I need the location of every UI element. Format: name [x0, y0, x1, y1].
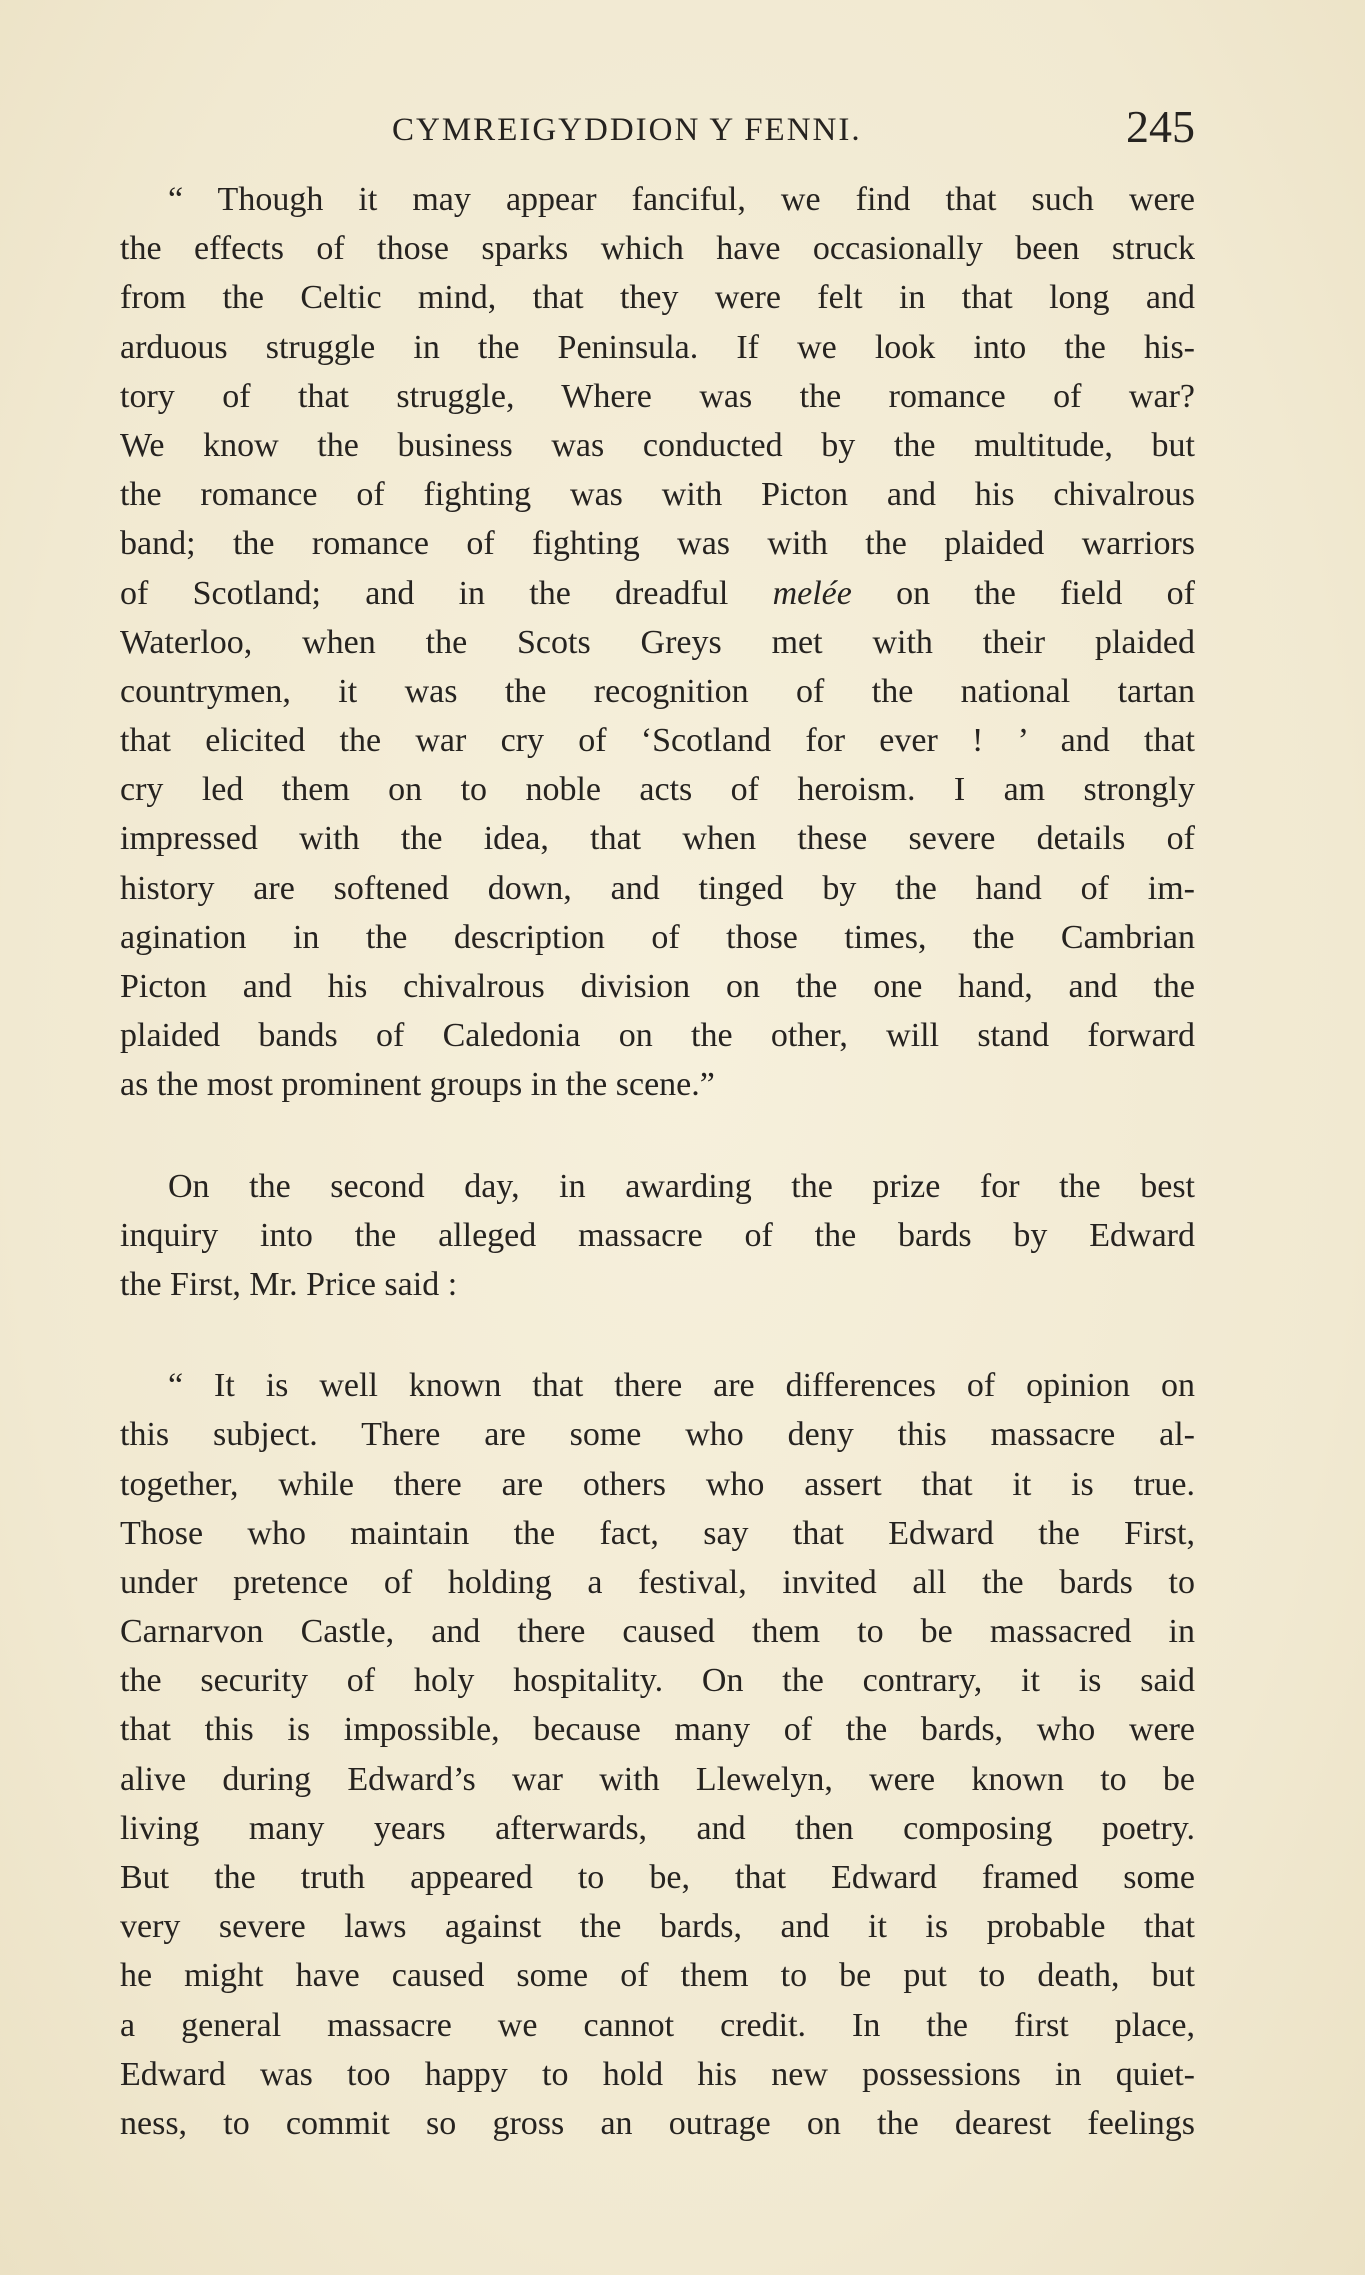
text-line: We know the business was conducted by the multitude, but [120, 426, 1195, 464]
text-line: very severe laws against the bards, and it is probable that [120, 1908, 1195, 1946]
paragraph-second-day [120, 1162, 1195, 1310]
text-line: this subject. There are some who deny this massacre al- [120, 1416, 1195, 1454]
running-head: CYMREIGYDDION Y FENNI. [392, 112, 862, 148]
text-line: the effects of those sparks which have occasionally been struck [120, 230, 1195, 268]
text-line: Edward was too happy to hold his new possessions in quiet- [120, 2055, 1195, 2093]
text-line: band; the romance of fighting was with the plaided warriors [120, 525, 1195, 563]
paragraph-gap [120, 1309, 1195, 1361]
text-line: On the second day, in awarding the prize for the best [168, 1167, 1195, 1205]
text-line: together, while there are others who assert that it is true. [120, 1465, 1195, 1503]
text-line: arduous struggle in the Peninsula. If we look into the his- [120, 328, 1195, 366]
text-line: countrymen, it was the recognition of the national tartan [120, 672, 1195, 710]
text-line: Waterloo, when the Scots Greys met with their plaided [120, 623, 1195, 661]
text-line: inquiry into the alleged massacre of the bards by Edward [120, 1216, 1195, 1254]
text-line: from the Celtic mind, that they were felt in that long and [120, 279, 1195, 317]
text-line: But the truth appeared to be, that Edward framed some [120, 1859, 1195, 1896]
text-line: Picton and his chivalrous division on the one hand, and the [120, 968, 1195, 1005]
paragraph-quote-massacre [120, 1361, 1195, 2148]
text-line: cry led them on to noble acts of heroism. I am strongly [120, 771, 1195, 809]
paragraph-quote-celtic [120, 175, 1195, 1110]
text-line: under pretence of holding a festival, invited all the bards to [120, 1563, 1195, 1601]
text-line: he might have caused some of them to be put to death, but [120, 1957, 1195, 1995]
text-line: Carnarvon Castle, and there caused them to be massacred in [120, 1613, 1195, 1651]
text-line: plaided bands of Caledonia on the other, will stand forward [120, 1017, 1195, 1055]
text-line: a general massacre we cannot credit. In the first place, [120, 2006, 1195, 2044]
text-line: Those who maintain the fact, say that Edward the First, [120, 1514, 1195, 1552]
page-number: 245 [1126, 101, 1195, 152]
text-line: “ It is well known that there are differences of opinion on [168, 1367, 1195, 1405]
page-header [120, 100, 1195, 160]
text-line: that this is impossible, because many of the bards, who were [120, 1711, 1195, 1749]
text-line: history are softened down, and tinged by the hand of im- [120, 869, 1195, 907]
text-line: as the most prominent groups in the scene.” [120, 1066, 715, 1104]
paragraph-gap [120, 1110, 1195, 1162]
text-line: tory of that struggle, Where was the romance of war? [120, 377, 1195, 415]
text-line: alive during Edward’s war with Llewelyn, were known to be [120, 1760, 1195, 1798]
text-line: of Scotland; and in the dreadful melée on the field of [120, 574, 1195, 612]
text-line: agination in the description of those times, the Cambrian [120, 918, 1195, 956]
text-line: that elicited the war cry of ‘Scotland for ever ! ’ and that [120, 722, 1195, 760]
text-line: the security of holy hospitality. On the contrary, it is said [120, 1662, 1195, 1700]
text-line: the romance of fighting was with Picton and his chivalrous [120, 476, 1195, 514]
text-line: living many years afterwards, and then composing poetry. [120, 1809, 1195, 1847]
body-text [120, 175, 1195, 2148]
text-line: “ Though it may appear fanciful, we find that such were [168, 181, 1195, 218]
text-line: ness, to commit so gross an outrage on the dearest feelings [120, 2104, 1195, 2142]
text-line: impressed with the idea, that when these severe details of [120, 820, 1195, 858]
text-line: the First, Mr. Price said : [120, 1265, 458, 1303]
italic-word: melée [772, 574, 852, 612]
